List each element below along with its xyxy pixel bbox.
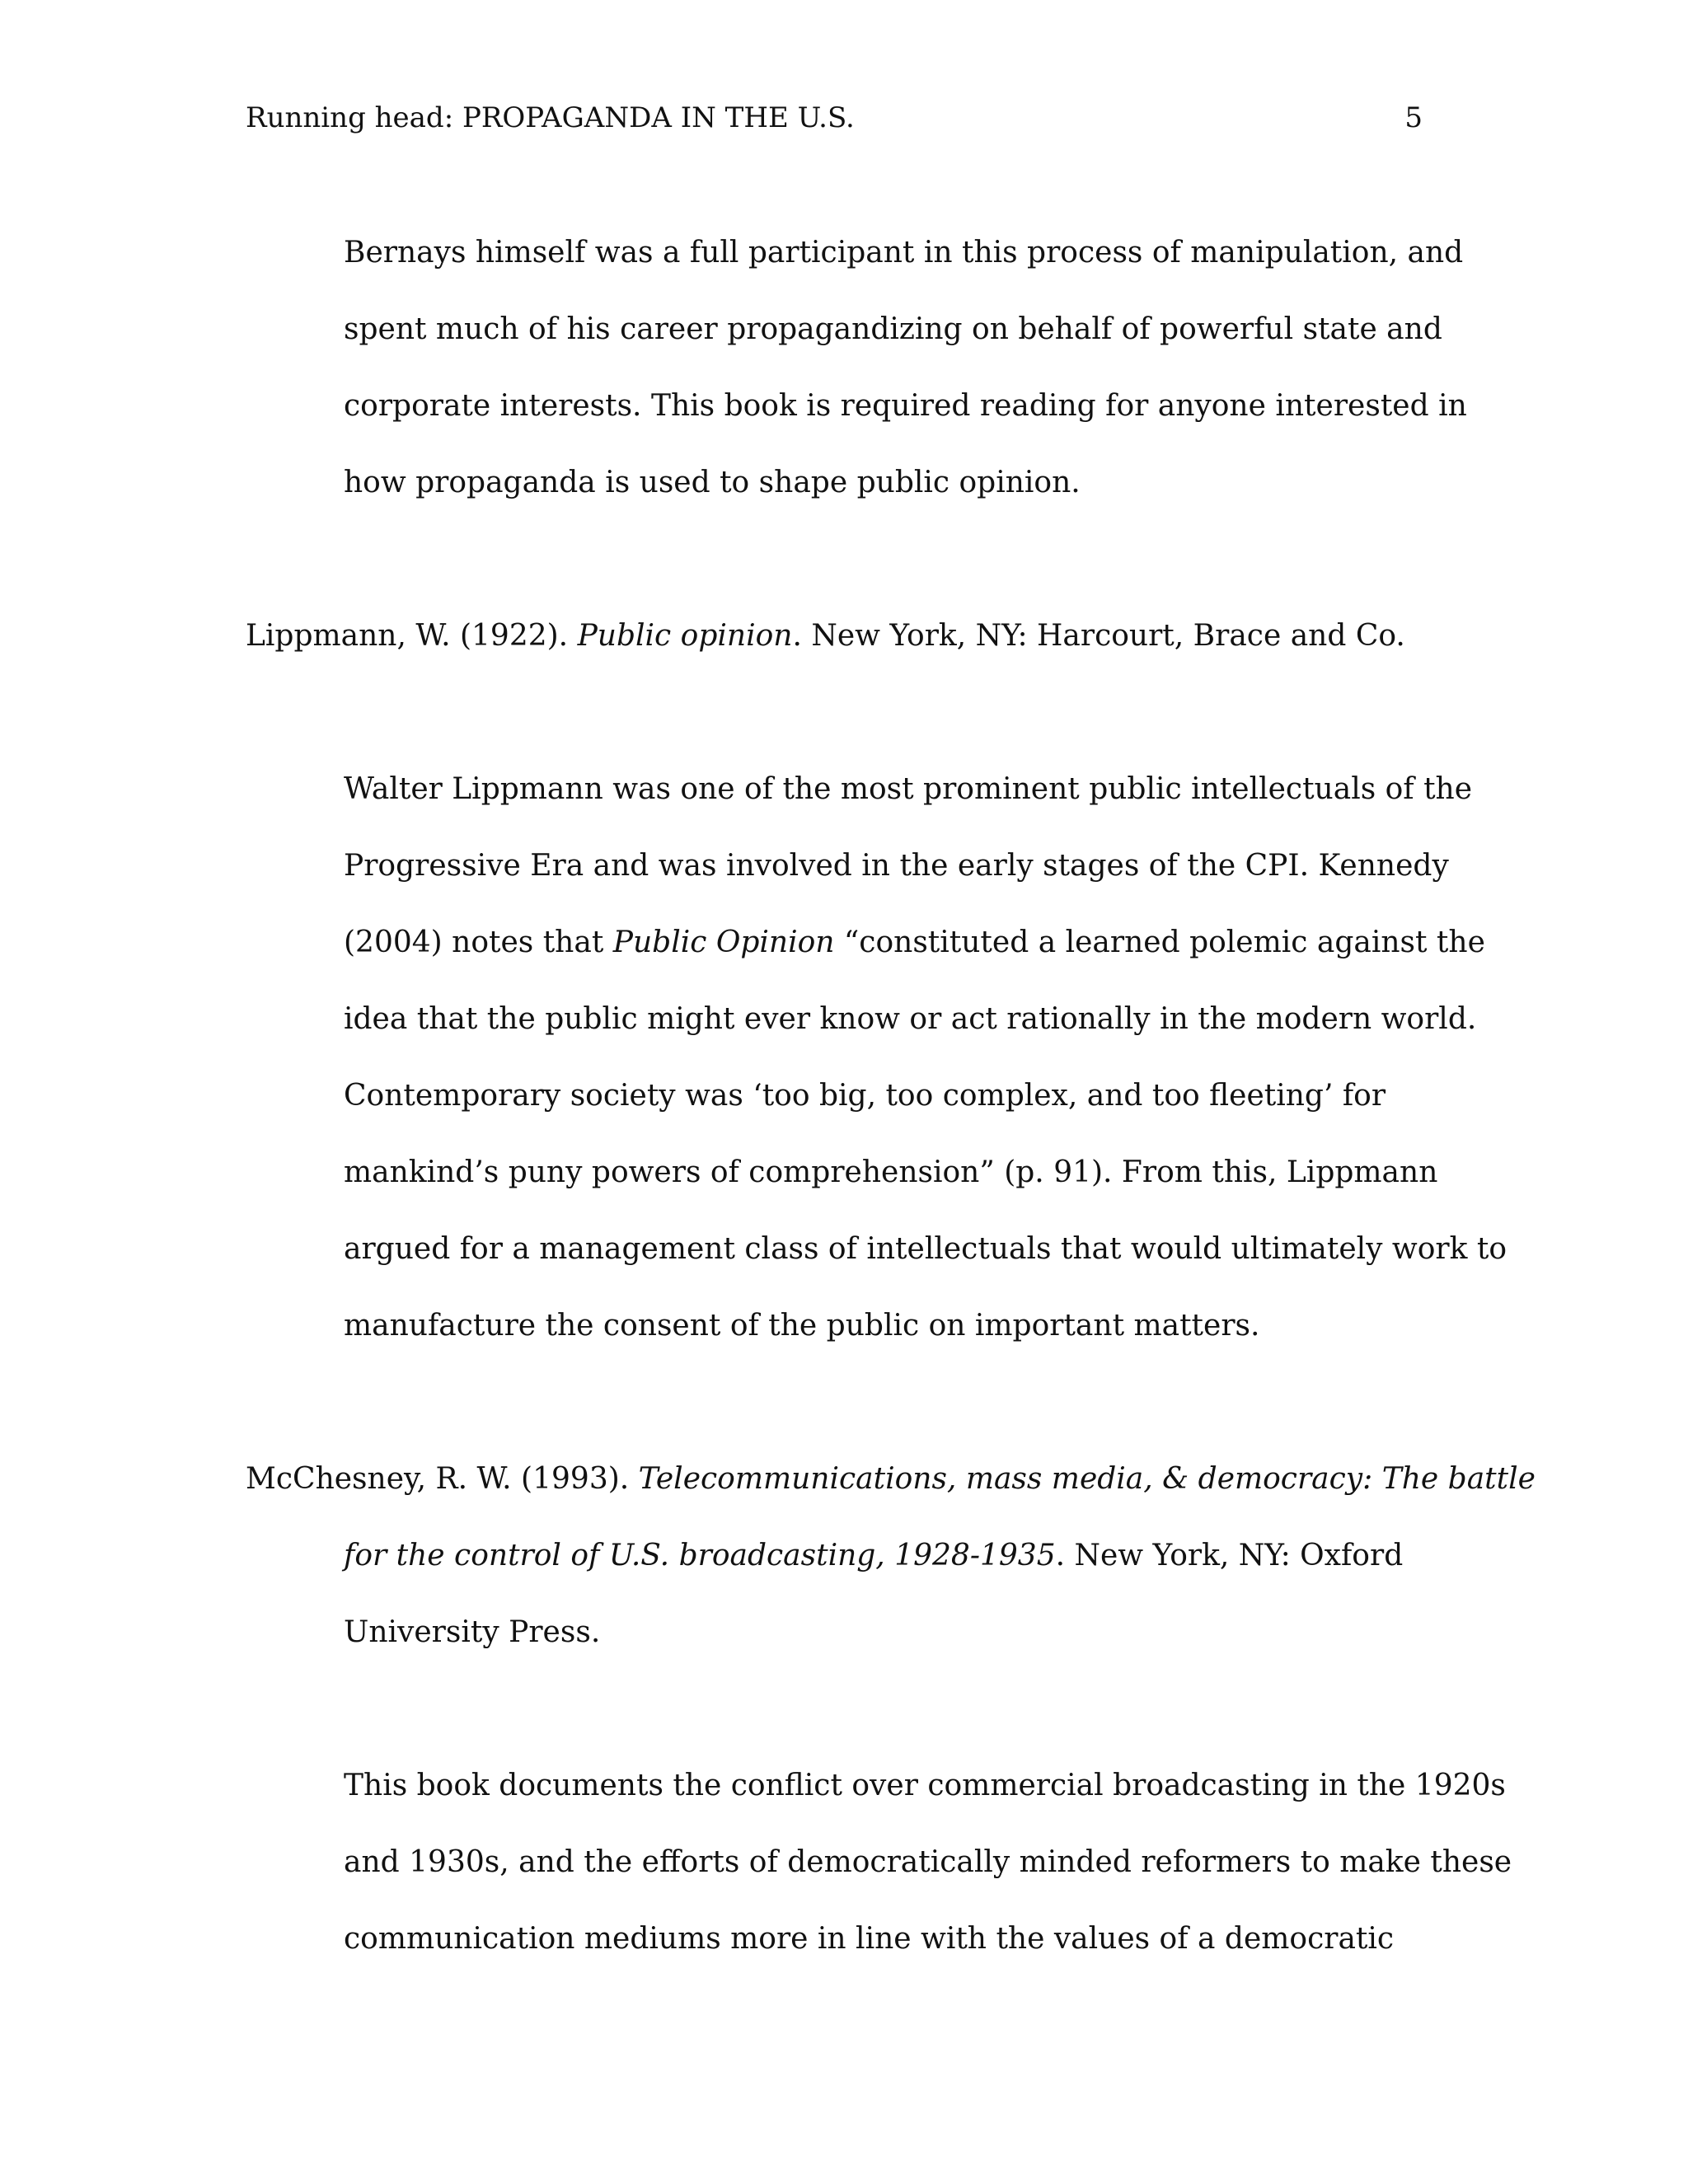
citation-publisher: . New York, NY: Harcourt, Brace and Co. <box>792 619 1405 653</box>
text-line: Walter Lippmann was one of the most prominent public intellectuals of the <box>344 772 1473 806</box>
citation-publisher: . New York, NY: Oxford <box>1055 1539 1404 1572</box>
citation-author-year: McChesney, R. W. (1993). <box>246 1462 639 1496</box>
text-span: “constituted a learned polemic against the <box>834 926 1485 959</box>
text-line: This book documents the conflict over commercial broadcasting in the 1920s <box>344 1769 1506 1802</box>
citation-lippmann <box>246 616 1405 657</box>
text-line: communication mediums more in line with the values of a democratic <box>344 1922 1395 1956</box>
text-line: corporate interests. This book is required reading for anyone interested in <box>344 389 1467 423</box>
page-number: 5 <box>1404 101 1423 134</box>
text-line <box>344 922 1485 963</box>
text-line: mankind’s puny powers of comprehension” (p. 91). From this, Lippmann <box>344 1155 1438 1189</box>
text-line: manufacture the consent of the public on important matters. <box>344 1309 1260 1343</box>
text-line: spent much of his career propagandizing on behalf of powerful state and <box>344 312 1442 346</box>
text-line: University Press. <box>344 1615 601 1649</box>
citation-author-year: Lippmann, W. (1922). <box>246 619 578 653</box>
citation-title: Telecommunications, mass media, & democracy: The battle <box>638 1462 1536 1496</box>
text-line: how propaganda is used to shape public opinion. <box>344 466 1081 499</box>
text-line <box>246 1459 1536 1500</box>
inline-title: Public Opinion <box>612 926 835 959</box>
text-line: Progressive Era and was involved in the early stages of the CPI. Kennedy <box>344 849 1449 883</box>
page-header <box>246 97 1423 138</box>
text-line <box>344 1535 1403 1577</box>
running-head: Running head: PROPAGANDA IN THE U.S. <box>246 101 855 134</box>
text-line: argued for a management class of intellectuals that would ultimately work to <box>344 1232 1507 1266</box>
text-line: and 1930s, and the efforts of democratically minded reformers to make these <box>344 1845 1512 1879</box>
text-line: Bernays himself was a full participant in this process of manipulation, and <box>344 236 1464 269</box>
citation-title: for the control of U.S. broadcasting, 1928-1935 <box>344 1539 1056 1572</box>
text-line: Contemporary society was ‘too big, too complex, and too fleeting’ for <box>344 1079 1386 1113</box>
text-line: idea that the public might ever know or act rationally in the modern world. <box>344 1002 1477 1036</box>
citation-title: Public opinion <box>577 619 793 653</box>
text-span: (2004) notes that <box>344 926 613 959</box>
